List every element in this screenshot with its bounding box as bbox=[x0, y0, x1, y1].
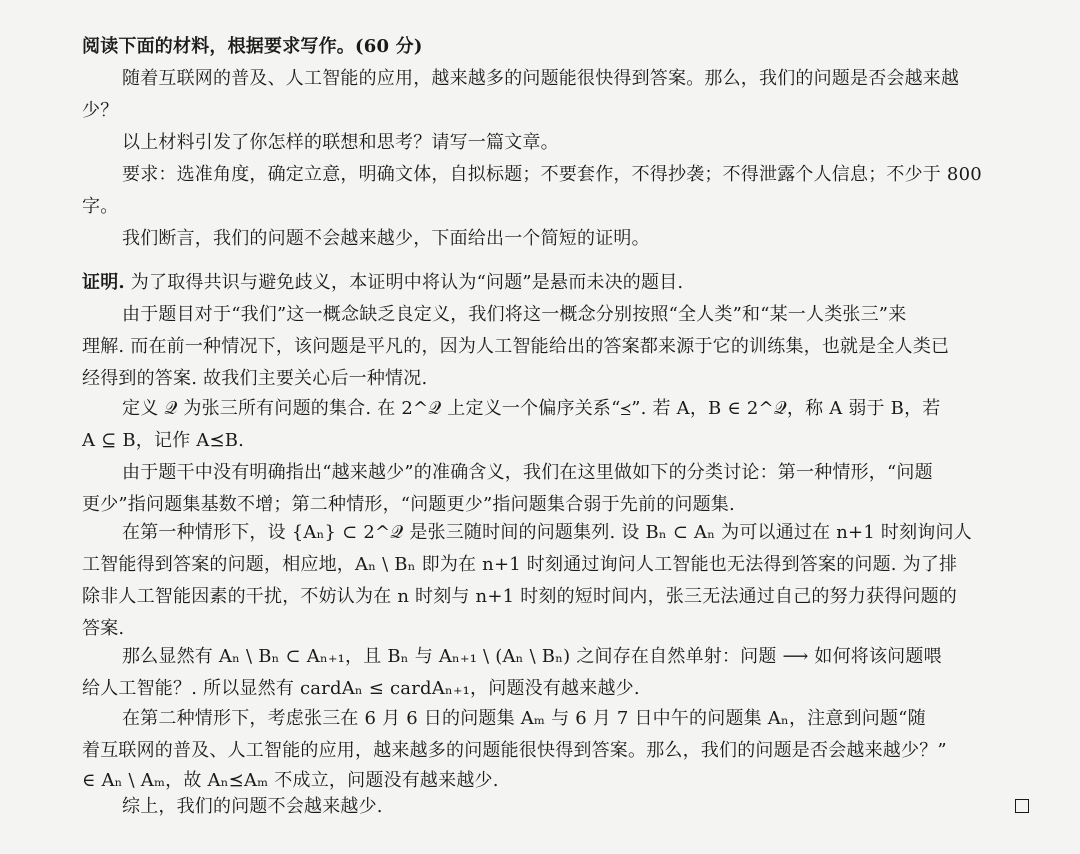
proof-intro bbox=[82, 272, 683, 294]
qed-square-icon bbox=[1015, 799, 1029, 813]
proof-paragraph-line: A ⊆ B，记作 A⪯B. bbox=[82, 430, 245, 451]
proof-paragraph-line: 在第一种情形下，设 {Aₙ} ⊂ 2^𝒬 是张三随时间的问题集列. 设 Bₙ ⊂ Aₙ 为可以通过在 n+1 时刻询问人 bbox=[122, 522, 972, 543]
prompt-line: 以上材料引发了你怎样的联想和思考？请写一篇文章。 bbox=[122, 132, 559, 153]
proof-paragraph-line: 理解. 而在前一种情况下，该问题是平凡的，因为人工智能给出的答案都来源于它的训练集，也就是全人类已 bbox=[82, 336, 950, 357]
material-line: 少？ bbox=[82, 100, 119, 121]
proof-paragraph-line: 由于题目对于“我们”这一概念缺乏良定义，我们将这一概念分别按照“全人类”和“某一人类张三”来 bbox=[122, 304, 907, 325]
proof-paragraph-line: 定义 𝒬 为张三所有问题的集合. 在 2^𝒬 上定义一个偏序关系“⪯”. 若 A，B ∈ 2^𝒬，称 A 弱于 B，若 bbox=[122, 398, 941, 419]
proof-paragraph-line: 除非人工智能因素的干扰，不妨认为在 n 时刻与 n+1 时刻的短时间内，张三无法通过自己的努力获得问题的 bbox=[82, 586, 958, 607]
proof-paragraph-line: 由于题干中没有明确指出“越来越少”的准确含义，我们在这里做如下的分类讨论：第一种情形，“问题 bbox=[122, 462, 933, 483]
heading: 阅读下面的材料，根据要求写作。(60 分) bbox=[82, 36, 423, 57]
assertion-line: 我们断言，我们的问题不会越来越少，下面给出一个简短的证明。 bbox=[122, 228, 650, 249]
requirements-line: 字。 bbox=[82, 196, 119, 217]
proof-paragraph-line: 更少”指问题集基数不增；第二种情形，“问题更少”指问题集合弱于先前的问题集. bbox=[82, 494, 735, 515]
material-line: 随着互联网的普及、人工智能的应用，越来越多的问题能很快得到答案。那么，我们的问题是否会越来越 bbox=[122, 68, 960, 89]
proof-paragraph-line: 着互联网的普及、人工智能的应用，越来越多的问题能很快得到答案。那么，我们的问题是否会越来越少？” bbox=[82, 740, 947, 761]
proof-paragraph-line: 答案. bbox=[82, 618, 125, 639]
proof-label: 证明. bbox=[82, 272, 125, 293]
proof-paragraph-line: 经得到的答案. 故我们主要关心后一种情况. bbox=[82, 368, 428, 389]
requirements-line: 要求：选准角度，确定立意，明确文体，自拟标题；不要套作，不得抄袭；不得泄露个人信息；不少于 800 bbox=[122, 164, 982, 185]
proof-intro-text: 为了取得共识与避免歧义，本证明中将认为“问题”是悬而未决的题目. bbox=[124, 272, 684, 293]
conclusion-line: 综上，我们的问题不会越来越少. bbox=[122, 796, 383, 817]
proof-paragraph-line: 在第二种情形下，考虑张三在 6 月 6 日的问题集 Aₘ 与 6 月 7 日中午的问题集 Aₙ，注意到问题“随 bbox=[122, 708, 926, 729]
proof-paragraph-line: ∈ Aₙ \ Aₘ，故 Aₙ⪯Aₘ 不成立，问题没有越来越少. bbox=[82, 770, 499, 791]
proof-paragraph-line: 给人工智能？. 所以显然有 cardAₙ ≤ cardAₙ₊₁，问题没有越来越少. bbox=[82, 678, 640, 699]
proof-paragraph-line: 工智能得到答案的问题，相应地，Aₙ \ Bₙ 即为在 n+1 时刻通过询问人工智能也无法得到答案的问题. 为了排 bbox=[82, 554, 958, 575]
proof-paragraph-line: 那么显然有 Aₙ \ Bₙ ⊂ Aₙ₊₁，且 Bₙ 与 Aₙ₊₁ \ (Aₙ \ Bₙ) 之间存在自然单射：问题 ⟶ 如何将该问题喂 bbox=[122, 646, 942, 667]
